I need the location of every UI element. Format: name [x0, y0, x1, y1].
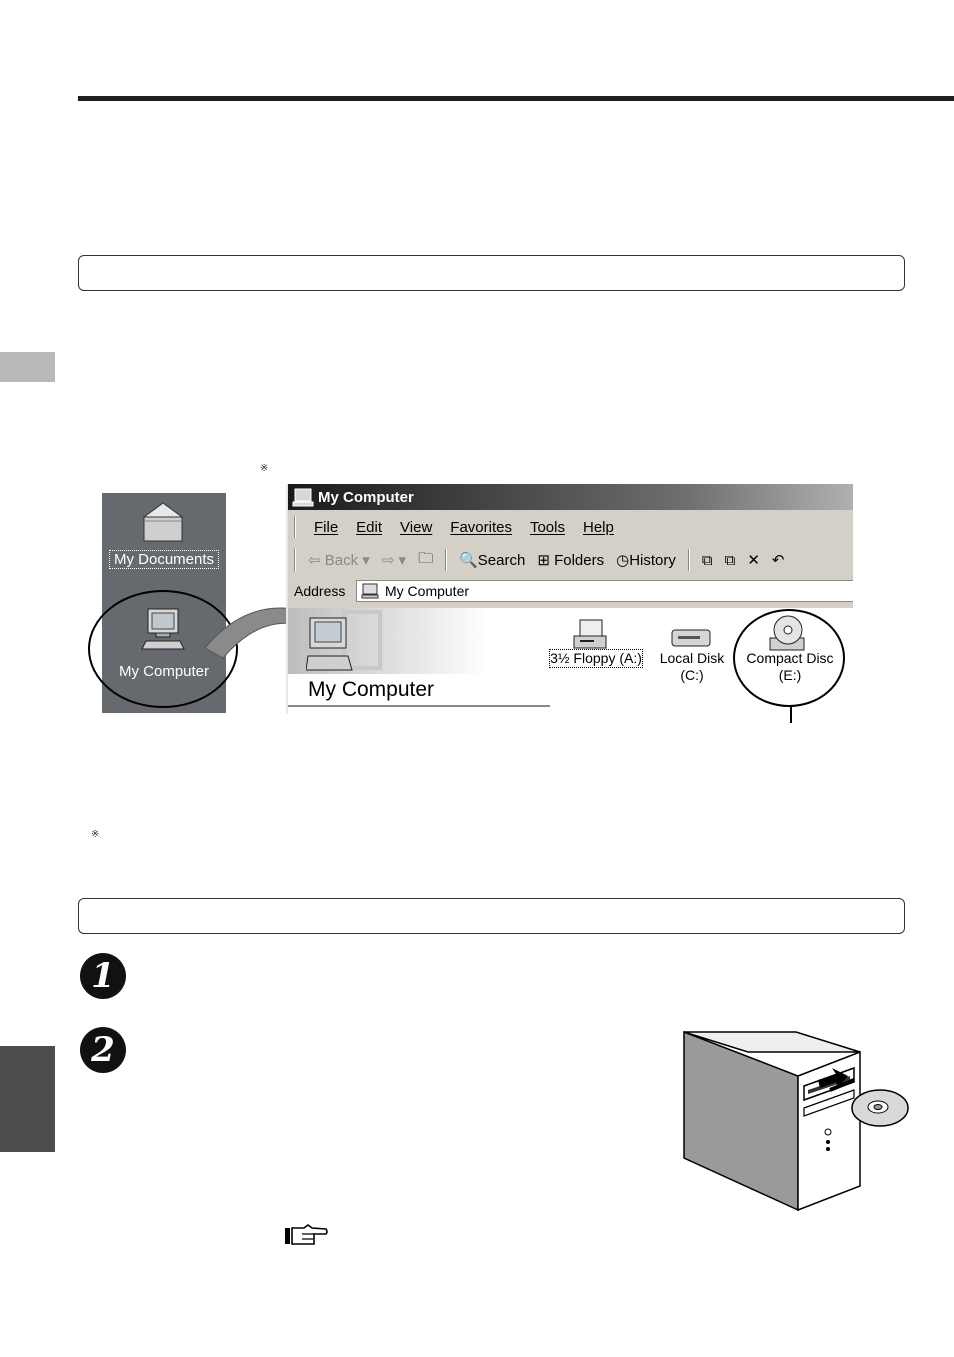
toolbar — [294, 546, 784, 574]
drive-label-floppy[interactable] — [550, 650, 642, 667]
undo-icon[interactable]: ↶ — [771, 552, 785, 569]
chapter-tab-light — [0, 352, 55, 382]
folders-label: Folders — [554, 552, 605, 569]
menu-help[interactable]: Help — [583, 518, 614, 536]
toolbar-separator-2 — [688, 549, 690, 571]
address-value: My Computer — [385, 583, 470, 599]
copy-to-icon[interactable]: ⧉ — [724, 551, 736, 569]
address-computer-icon — [361, 583, 379, 599]
my-documents-icon[interactable] — [138, 499, 188, 545]
back-label: Back — [324, 552, 359, 569]
folders-button[interactable] — [537, 551, 604, 569]
toolbar-separator-1 — [445, 549, 447, 571]
history-button[interactable] — [616, 551, 676, 569]
pointing-hand-icon — [284, 1224, 328, 1248]
search-icon: 🔍 — [459, 552, 478, 569]
banner-computer-icon — [306, 616, 356, 676]
move-to-icon[interactable]: ⧉ — [701, 551, 713, 569]
window-computer-icon — [292, 487, 314, 507]
menu-file[interactable]: File — [314, 518, 339, 536]
forward-arrow-icon: ⇨ — [381, 552, 395, 569]
window-titlebar[interactable] — [288, 484, 853, 510]
content-title: My Computer — [308, 678, 435, 701]
history-label: History — [629, 552, 676, 569]
title-underline — [288, 705, 550, 707]
folders-icon: ⊞ — [537, 552, 550, 569]
window-title: My Computer — [318, 488, 414, 506]
address-label: Address — [294, 583, 346, 599]
menu-grip — [294, 516, 296, 538]
drive-letter-e: (E:) — [778, 667, 802, 683]
drive-label-compact-disc-text: Compact Disc — [746, 650, 834, 666]
section-heading-box-2 — [78, 898, 905, 934]
history-icon: ◷ — [616, 552, 630, 569]
section-heading-box-1 — [78, 255, 905, 291]
forward-button[interactable]: ⇨ ▾ — [381, 552, 407, 569]
address-label-wrap — [294, 578, 345, 604]
pc-tower-cd-illustration — [680, 1028, 912, 1218]
drive-label-local-disk-text: Local Disk — [659, 650, 725, 666]
chapter-tab-dark — [0, 1046, 55, 1152]
highlight-ring-compact-disc — [732, 606, 850, 724]
drive-label-local-disk[interactable] — [652, 650, 732, 684]
up-folder-icon[interactable]: 🗀 — [418, 549, 434, 567]
my-computer-label: My Computer — [118, 663, 210, 680]
drive-letter-c: (C:) — [680, 667, 704, 683]
local-disk-icon[interactable] — [670, 626, 712, 650]
note-mark-bottom: ※ — [91, 829, 100, 840]
step-number-2: 2 — [80, 1027, 126, 1073]
top-rule — [78, 96, 954, 101]
search-button[interactable] — [459, 551, 525, 569]
back-button[interactable]: ⇦ Back ▾ — [308, 552, 370, 569]
my-documents-label: My Documents — [110, 551, 218, 568]
back-arrow-icon: ⇦ — [308, 552, 321, 569]
menu-bar — [294, 515, 614, 539]
menu-view[interactable]: View — [400, 518, 433, 536]
step-number-1: 1 — [80, 953, 126, 999]
address-bar[interactable] — [356, 580, 853, 602]
menu-favorites[interactable]: Favorites — [450, 518, 512, 536]
drive-label-floppy-text: 3½ Floppy (A:) — [550, 650, 642, 666]
delete-icon[interactable]: ✕ — [747, 552, 760, 569]
note-mark-top: ※ — [260, 463, 269, 474]
menu-edit[interactable]: Edit — [356, 518, 383, 536]
floppy-drive-icon[interactable] — [570, 618, 610, 652]
search-label: Search — [477, 552, 526, 569]
toolbar-grip — [294, 549, 296, 571]
menu-tools[interactable]: Tools — [529, 518, 565, 536]
